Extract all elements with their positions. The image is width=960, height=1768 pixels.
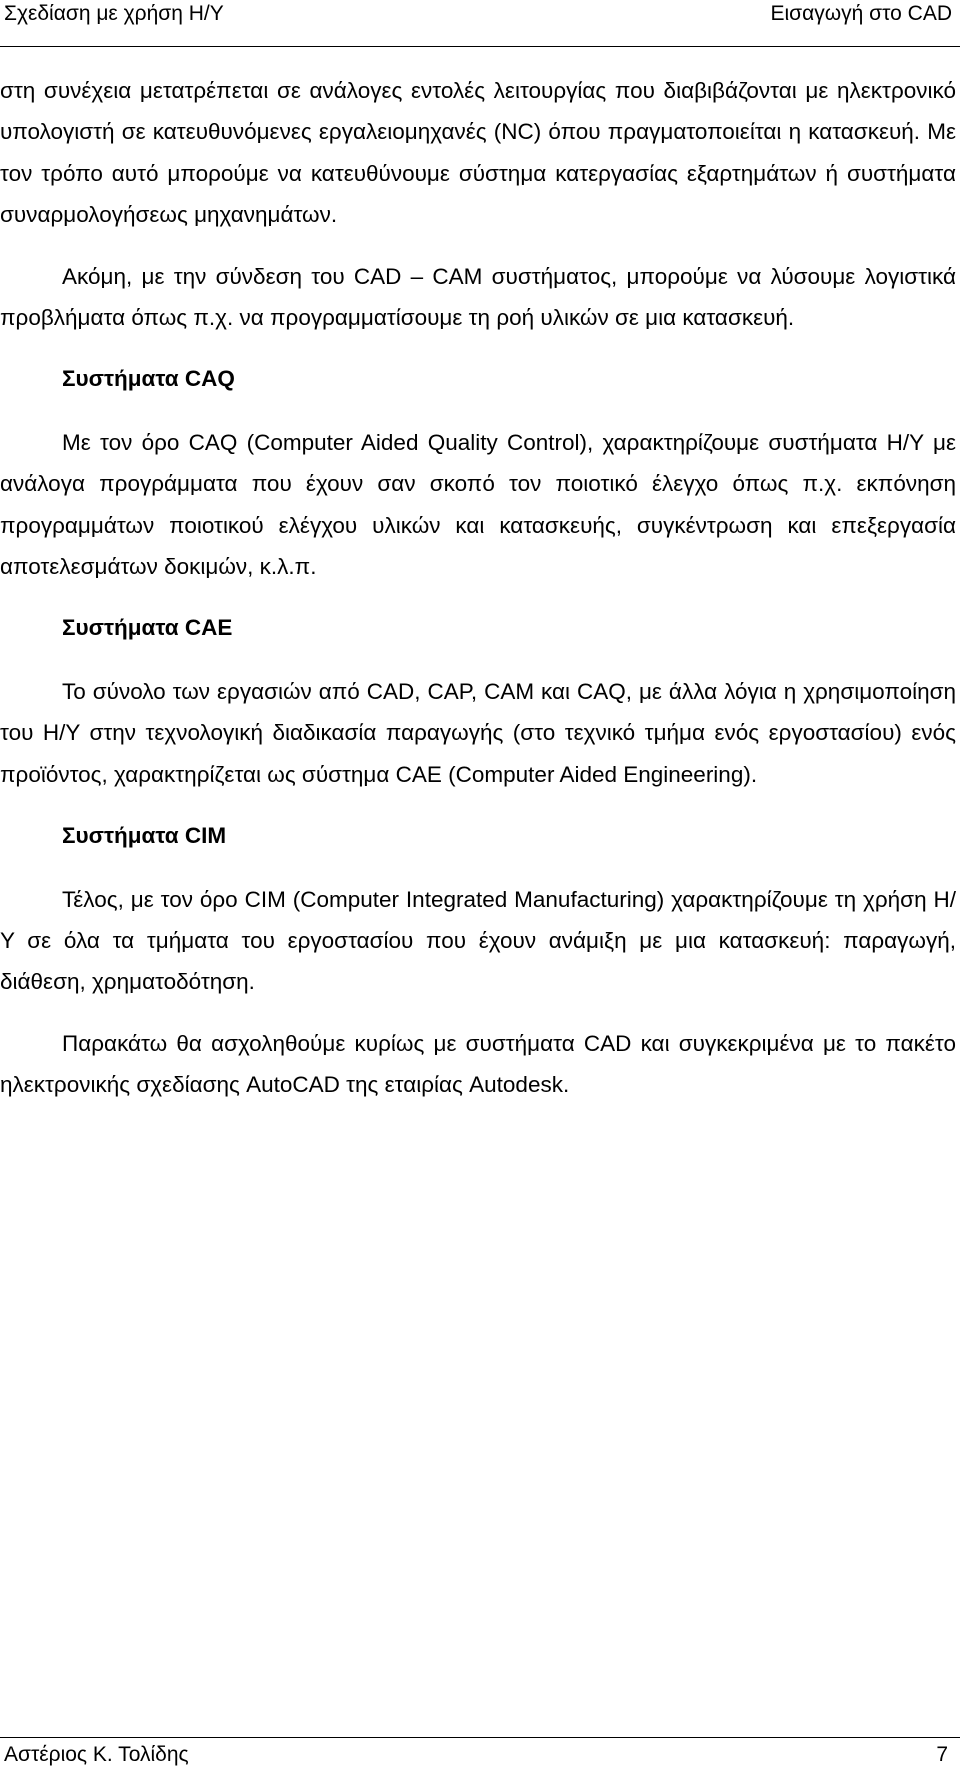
page-header — [0, 0, 960, 47]
header-chapter-title: Εισαγωγή στο CAD — [770, 2, 952, 25]
section-heading-cae: Συστήματα CAE — [62, 615, 233, 641]
document-body — [0, 70, 956, 1106]
section-heading-cim: Συστήματα CIM — [62, 823, 227, 849]
paragraph-cad-cam: Ακόμη, με την σύνδεση του CAD – CAM συστήματος, μπορούμε να λύσουμε λογιστικά προβλήματα όπως π.χ. να προγραμματίσουμε τη ροή υλικών σε μια κατασκευή. — [0, 263, 956, 331]
paragraph-nc-machining: στη συνέχεια μετατρέπεται σε ανάλογες εντολές λειτουργίας που διαβιβάζονται με ηλεκτρονικό υπολογιστή σε κατευθυνόμενες εργαλειομηχανές (NC) όπου πραγματοποιείται η κατασκευή. Με τον τρόπο αυτό μπορούμε να κατευθύνουμε σύστημα κατεργασίας εξαρτημάτων ή συστήματα συναρμολογήσεως μηχανημάτων. — [0, 78, 956, 228]
paragraph-cae: Το σύνολο των εργασιών από CAD, CAP, CAM και CAQ, με άλλα λόγια η χρησιμοποίηση του Η/Υ στην τεχνολογική διαδικασία παραγωγής (στο τεχνικό τμήμα ενός εργοστασίου) ενός προϊόντος, χαρακτηρίζεται ως σύστημα CAE (Computer Aided Engineering). — [0, 678, 956, 787]
paragraph-autocad: Παρακάτω θα ασχοληθούμε κυρίως με συστήματα CAD και συγκεκριμένα με το πακέτο ηλεκτρονικής σχεδίασης AutoCAD της εταιρίας Autodesk. — [0, 1030, 956, 1098]
footer-author: Αστέριος Κ. Τολίδης — [4, 1743, 189, 1766]
paragraph-cim: Τέλος, με τον όρο CIM (Computer Integrated Manufacturing) χαρακτηρίζουμε τη χρήση Η/Υ σε όλα τα τμήματα του εργοστασίου που έχουν ανάμιξη με μια κατασκευή: παραγωγή, διάθεση, χρηματοδότηση. — [0, 886, 956, 995]
paragraph-caq: Με τον όρο CAQ (Computer Aided Quality Control), χαρακτηρίζουμε συστήματα Η/Υ με ανάλογα προγράμματα που έχουν σαν σκοπό τον ποιοτικό έλεγχο όπως π.χ. εκπόνηση προγραμμάτων ποιοτικού ελέγχου υλικών και κατασκευής, συγκέντρωση και επεξεργασία αποτελεσμάτων δοκιμών, κ.λ.π. — [0, 429, 956, 580]
page-footer — [0, 1737, 960, 1767]
header-document-title: Σχεδίαση με χρήση Η/Υ — [4, 2, 224, 25]
section-heading-caq: Συστήματα CAQ — [62, 366, 235, 392]
page-number: 7 — [936, 1743, 948, 1766]
